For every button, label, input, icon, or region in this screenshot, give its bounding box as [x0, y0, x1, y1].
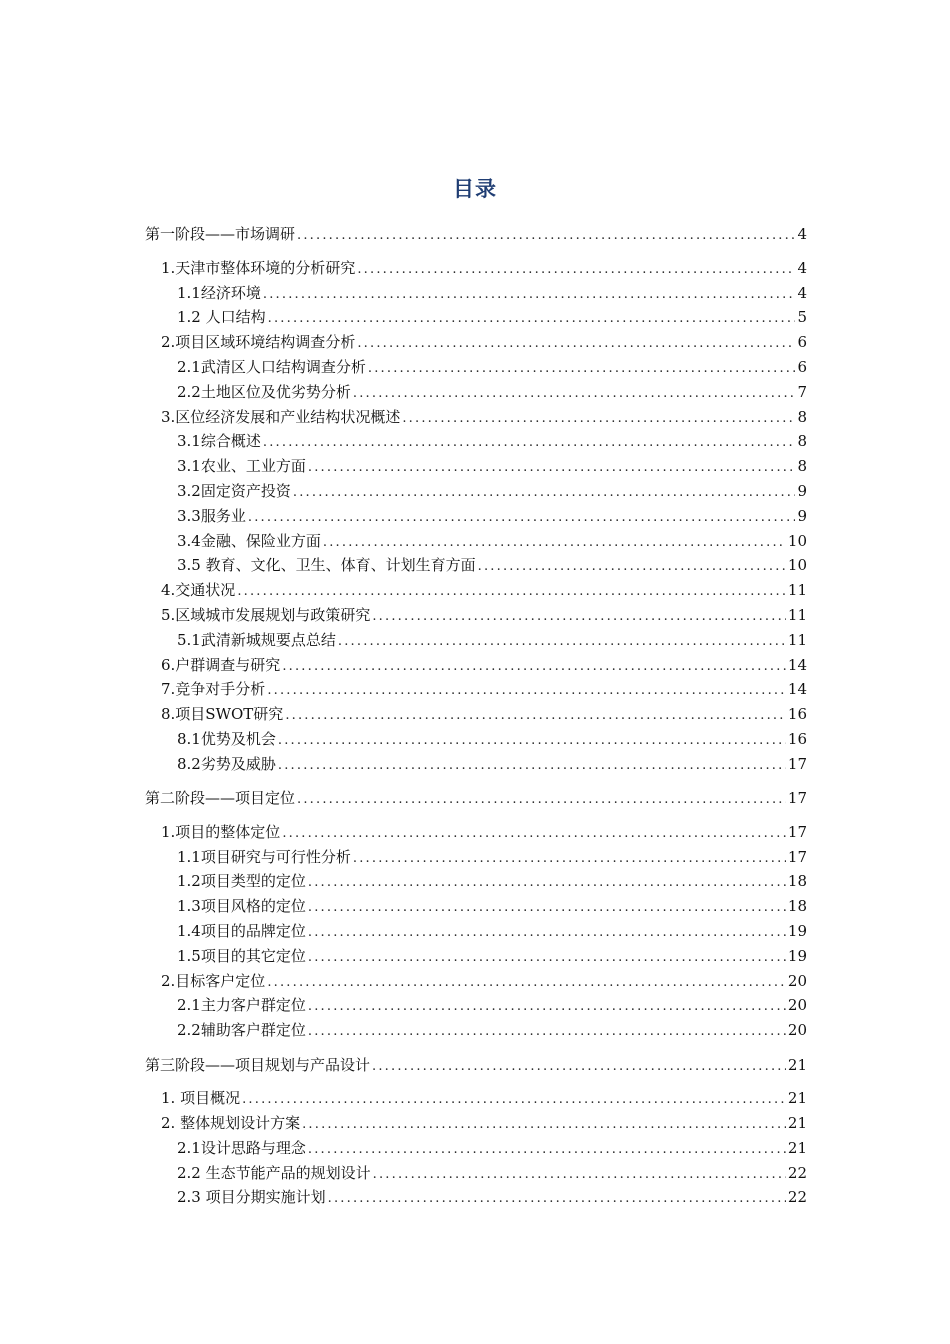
dot-leader — [278, 754, 786, 779]
toc-entry[interactable] — [145, 752, 807, 777]
dot-leader — [308, 871, 786, 896]
toc-entry-page-number: 18 — [787, 872, 807, 891]
dot-leader — [308, 946, 786, 971]
dot-leader — [328, 1187, 786, 1212]
toc-entry[interactable] — [145, 256, 807, 281]
toc-entry[interactable] — [145, 330, 807, 355]
toc-entry-page-number: 7 — [797, 382, 807, 401]
toc-entry-label: 2.2 生态节能产品的规划设计 — [177, 1163, 371, 1182]
toc-entry-label: 2. 整体规划设计方案 — [161, 1114, 301, 1133]
toc-entry-page-number: 11 — [787, 605, 807, 624]
dot-leader — [242, 1088, 786, 1113]
dot-leader — [357, 258, 795, 283]
toc-entry-label: 2.3 项目分期实施计划 — [177, 1188, 326, 1207]
toc-entry-label: 1.2项目类型的定位 — [177, 872, 306, 891]
toc-entry-label: 2.1武清区人口结构调查分析 — [177, 357, 366, 376]
page-title: 目录 — [453, 177, 497, 201]
dot-leader — [308, 456, 796, 481]
dot-leader — [402, 407, 795, 432]
toc-entry-page-number: 20 — [787, 971, 807, 990]
toc-entry-label: 第三阶段——项目规划与产品设计 — [145, 1055, 371, 1074]
toc-entry-page-number: 16 — [787, 729, 807, 748]
toc-entry-page-number: 5 — [797, 308, 807, 327]
toc-entry-label: 8.1优势及机会 — [177, 729, 276, 748]
toc-entry-page-number: 20 — [787, 1021, 807, 1040]
toc-entry-page-number: 16 — [787, 705, 807, 724]
toc-entry[interactable] — [145, 869, 807, 894]
toc-entry-label: 3.4金融、保险业方面 — [177, 531, 321, 550]
toc-entry[interactable] — [145, 786, 807, 811]
dot-leader — [282, 822, 786, 847]
toc-entry[interactable] — [145, 820, 807, 845]
dot-leader — [357, 332, 795, 357]
toc-entry[interactable] — [145, 504, 807, 529]
dot-leader — [308, 921, 786, 946]
toc-entry-label: 7.竞争对手分析 — [161, 680, 266, 699]
toc-entry-label: 第一阶段——市场调研 — [145, 225, 296, 243]
dot-leader — [372, 1055, 786, 1080]
dot-leader — [323, 531, 786, 556]
toc-entry-label: 2.目标客户定位 — [161, 971, 266, 990]
dot-leader — [308, 1138, 786, 1163]
toc-entry-label: 4.交通状况 — [161, 581, 236, 600]
dot-leader — [297, 788, 786, 813]
toc-entry[interactable] — [145, 1136, 807, 1161]
toc-entry-page-number: 21 — [787, 1138, 807, 1157]
toc-entry-page-number: 17 — [787, 822, 807, 841]
dot-leader — [353, 847, 786, 872]
table-of-contents — [145, 222, 807, 1210]
dot-leader — [285, 704, 786, 729]
toc-entry-page-number: 4 — [797, 283, 807, 302]
toc-entry-page-number: 17 — [787, 789, 807, 808]
toc-entry-page-number: 9 — [797, 506, 807, 525]
toc-entry[interactable] — [145, 405, 807, 430]
dot-leader — [338, 630, 786, 655]
toc-entry[interactable] — [145, 677, 807, 702]
dot-leader — [248, 506, 796, 531]
toc-entry-label: 第二阶段——项目定位 — [145, 789, 296, 808]
toc-entry-page-number: 17 — [787, 754, 807, 773]
dot-leader — [278, 729, 786, 754]
toc-entry-page-number: 8 — [797, 432, 807, 451]
toc-entry[interactable] — [145, 1185, 807, 1210]
toc-entry-page-number: 17 — [787, 847, 807, 866]
toc-entry-label: 1.项目的整体定位 — [161, 822, 281, 841]
toc-entry-page-number: 22 — [787, 1188, 807, 1207]
toc-entry-label: 1.1经济环境 — [177, 283, 261, 302]
dot-leader — [372, 605, 786, 630]
toc-entry-label: 1.天津市整体环境的分析研究 — [161, 258, 356, 277]
toc-entry-page-number: 10 — [787, 531, 807, 550]
dot-leader — [237, 580, 786, 605]
toc-entry-page-number: 4 — [797, 258, 807, 277]
toc-entry-page-number: 21 — [787, 1055, 807, 1074]
toc-entry-label: 3.1综合概述 — [177, 432, 261, 451]
toc-entry-label: 2.2土地区位及优劣势分析 — [177, 382, 351, 401]
toc-entry-label: 3.5 教育、文化、卫生、体育、计划生育方面 — [177, 556, 476, 575]
toc-entry-page-number: 6 — [797, 357, 807, 376]
toc-entry-page-number: 11 — [787, 630, 807, 649]
toc-entry-label: 1. 项目概况 — [161, 1089, 241, 1108]
toc-entry-page-number: 19 — [787, 946, 807, 965]
toc-entry[interactable] — [145, 653, 807, 678]
toc-entry-label: 1.5项目的其它定位 — [177, 946, 306, 965]
toc-entry-page-number: 20 — [787, 996, 807, 1015]
toc-entry-label: 5.1武清新城规要点总结 — [177, 630, 336, 649]
toc-entry[interactable] — [145, 479, 807, 504]
dot-leader — [267, 971, 786, 996]
toc-entry-label: 3.3服务业 — [177, 506, 246, 525]
dot-leader — [478, 555, 786, 580]
toc-entry-page-number: 14 — [787, 680, 807, 699]
toc-entry[interactable] — [145, 529, 807, 554]
toc-entry-page-number: 8 — [797, 457, 807, 476]
toc-entry[interactable] — [145, 305, 807, 330]
toc-entry[interactable] — [145, 894, 807, 919]
dot-leader — [353, 382, 796, 407]
toc-entry[interactable] — [145, 845, 807, 870]
toc-entry-label: 1.1项目研究与可行性分析 — [177, 847, 351, 866]
toc-entry[interactable] — [145, 429, 807, 454]
toc-entry[interactable] — [145, 1053, 807, 1078]
toc-entry[interactable] — [145, 1161, 807, 1186]
dot-leader — [263, 431, 796, 456]
dot-leader — [268, 307, 796, 332]
toc-entry[interactable] — [145, 1018, 807, 1043]
toc-entry[interactable] — [145, 944, 807, 969]
dot-leader — [308, 995, 786, 1020]
toc-entry-label: 2.1主力客户群定位 — [177, 996, 306, 1015]
dot-leader — [282, 655, 786, 680]
dot-leader — [373, 1163, 786, 1188]
toc-entry-label: 3.1农业、工业方面 — [177, 457, 306, 476]
toc-entry-page-number: 19 — [787, 922, 807, 941]
toc-entry-page-number: 8 — [797, 407, 807, 426]
toc-entry-page-number: 11 — [787, 581, 807, 600]
toc-entry-label: 3.区位经济发展和产业结构状况概述 — [161, 407, 401, 426]
dot-leader — [308, 1020, 786, 1045]
dot-leader — [293, 481, 796, 506]
toc-entry[interactable] — [145, 578, 807, 603]
dot-leader — [368, 357, 796, 382]
toc-entry[interactable] — [145, 222, 807, 247]
toc-entry-page-number: 4 — [797, 225, 807, 243]
toc-entry[interactable] — [145, 603, 807, 628]
toc-entry[interactable] — [145, 969, 807, 994]
toc-entry[interactable] — [145, 553, 807, 578]
toc-entry-page-number: 10 — [787, 556, 807, 575]
toc-entry-page-number: 18 — [787, 897, 807, 916]
toc-entry-label: 2.项目区域环境结构调查分析 — [161, 333, 356, 352]
toc-entry[interactable] — [145, 454, 807, 479]
toc-entry-page-number: 21 — [787, 1114, 807, 1133]
toc-entry[interactable] — [145, 355, 807, 380]
toc-entry[interactable] — [145, 1086, 807, 1111]
toc-entry[interactable] — [145, 380, 807, 405]
toc-entry-label: 6.户群调查与研究 — [161, 655, 281, 674]
dot-leader — [297, 224, 795, 249]
toc-entry-label: 5.区域城市发展规划与政策研究 — [161, 605, 371, 624]
toc-entry[interactable] — [145, 993, 807, 1018]
dot-leader — [302, 1113, 786, 1138]
toc-entry-page-number: 9 — [797, 481, 807, 500]
dot-leader — [308, 896, 786, 921]
toc-entry[interactable] — [145, 702, 807, 727]
toc-entry[interactable] — [145, 727, 807, 752]
toc-entry-label: 3.2固定资产投资 — [177, 481, 291, 500]
toc-entry-label: 1.3项目风格的定位 — [177, 897, 306, 916]
dot-leader — [263, 283, 796, 308]
toc-entry-page-number: 21 — [787, 1089, 807, 1108]
toc-entry[interactable] — [145, 281, 807, 306]
toc-entry[interactable] — [145, 628, 807, 653]
toc-entry-page-number: 14 — [787, 655, 807, 674]
toc-entry-label: 2.1设计思路与理念 — [177, 1138, 306, 1157]
toc-entry-label: 2.2辅助客户群定位 — [177, 1021, 306, 1040]
toc-entry-label: 8.2劣势及威胁 — [177, 754, 276, 773]
toc-entry[interactable] — [145, 1111, 807, 1136]
toc-entry-label: 1.4项目的品牌定位 — [177, 922, 306, 941]
toc-entry-page-number: 22 — [787, 1163, 807, 1182]
dot-leader — [267, 679, 786, 704]
toc-entry-label: 8.项目SWOT研究 — [161, 705, 284, 724]
toc-entry-page-number: 6 — [797, 333, 807, 352]
toc-entry-label: 1.2 人口结构 — [177, 308, 266, 327]
toc-entry[interactable] — [145, 919, 807, 944]
